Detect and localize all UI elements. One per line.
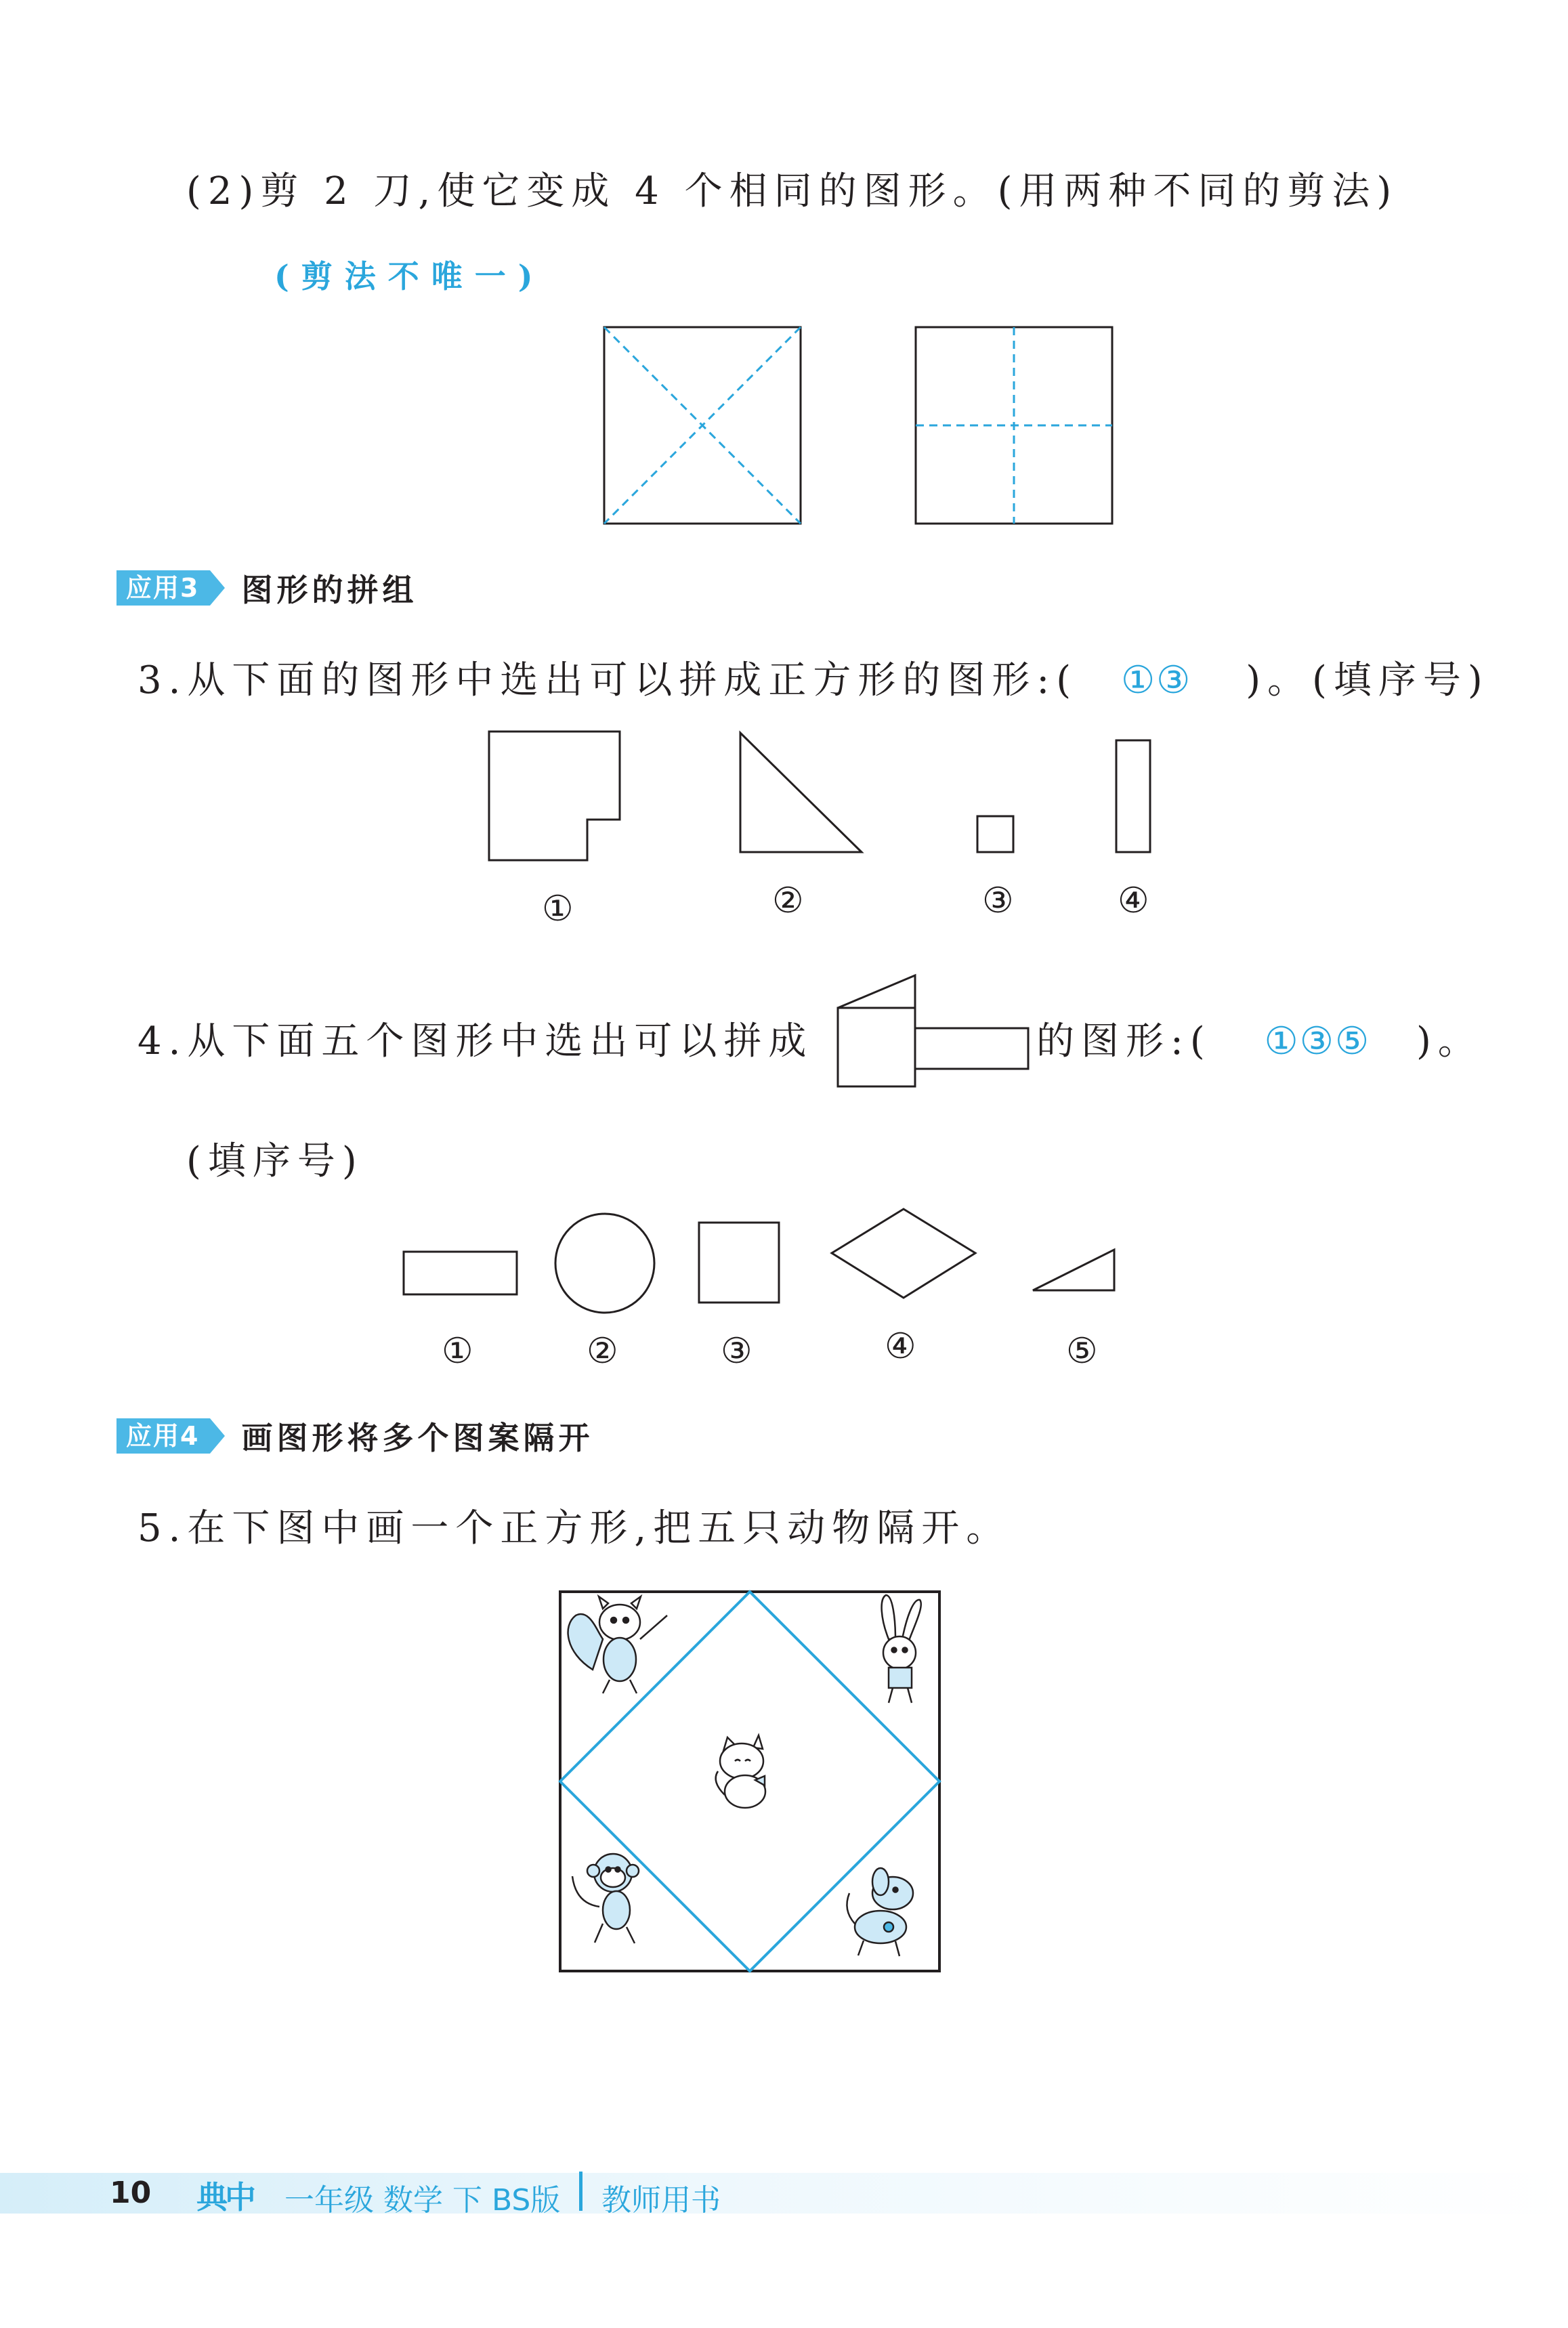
p3-label-2: ②	[772, 881, 804, 921]
shape3-1-notched-square	[489, 732, 620, 860]
problem-2-text: (2)剪 2 刀,使它变成 4 个相同的图形。(用两种不同的剪法)	[186, 169, 1399, 213]
p4-label-4: ④	[885, 1326, 916, 1367]
p3-label-4: ④	[1118, 881, 1149, 921]
p4-label-2: ②	[587, 1331, 618, 1372]
footer-edition: 教师用书	[601, 2183, 721, 2218]
shape3-3-small-square	[977, 816, 1013, 852]
cat-icon	[716, 1735, 765, 1808]
shape4-4-rhombus	[832, 1209, 975, 1298]
shape3-2-right-triangle	[740, 733, 862, 852]
problem-4-middle: 的图形:(	[1036, 1019, 1212, 1063]
section-4-badge: 应用4	[116, 1418, 210, 1454]
problem-4-answer: ①③⑤	[1264, 1019, 1371, 1063]
rabbit-icon	[882, 1595, 921, 1703]
p3-label-3: ③	[982, 881, 1014, 921]
square-diagonal-cuts	[604, 327, 801, 524]
square-cross-cuts	[916, 327, 1112, 524]
p3-label-1: ①	[542, 889, 574, 929]
problem-3-answer: ①③	[1120, 658, 1192, 702]
problem4-target-figure	[838, 975, 1028, 1086]
answer-note: (剪法不唯一)	[274, 258, 545, 295]
section-tag-4	[116, 1418, 593, 1454]
brand-logo: 典中	[196, 2179, 253, 2216]
footer-divider	[579, 2172, 582, 2211]
problem-4-prefix: 4.从下面五个图形中选出可以拼成	[137, 1019, 813, 1063]
problem-3-prefix: 3.从下面的图形中选出可以拼成正方形的图形:(	[137, 658, 1078, 702]
p4-label-3: ③	[721, 1331, 753, 1372]
shape3-4-thin-rectangle	[1116, 740, 1150, 852]
page-number: 10	[110, 2176, 152, 2210]
problem-5-text: 5.在下图中画一个正方形,把五只动物隔开。	[137, 1506, 1011, 1550]
footer-book-title: 一年级 数学 下 BS版	[284, 2183, 561, 2218]
section-3-badge: 应用3	[116, 570, 210, 606]
section-tag-3	[116, 570, 417, 606]
p4-label-1: ①	[442, 1331, 473, 1372]
problem-4-note: (填序号)	[186, 1139, 364, 1183]
section-4-title: 画图形将多个图案隔开	[241, 1420, 594, 1456]
shape4-2-circle	[555, 1214, 654, 1313]
squirrel-icon	[568, 1596, 667, 1693]
shape4-5-triangle	[1033, 1250, 1114, 1290]
dog-icon	[847, 1868, 913, 1956]
problem-3-suffix: )。(填序号)	[1246, 658, 1489, 702]
shape4-3-square	[699, 1223, 779, 1303]
section-3-title: 图形的拼组	[241, 572, 418, 608]
monkey-icon	[572, 1854, 639, 1943]
shape4-1-rectangle	[404, 1252, 517, 1294]
p4-label-5: ⑤	[1066, 1331, 1098, 1372]
problem-4-suffix: )。	[1416, 1019, 1483, 1063]
problem-4-question-end	[1036, 1011, 1483, 1065]
problem-3-question	[137, 650, 1489, 704]
